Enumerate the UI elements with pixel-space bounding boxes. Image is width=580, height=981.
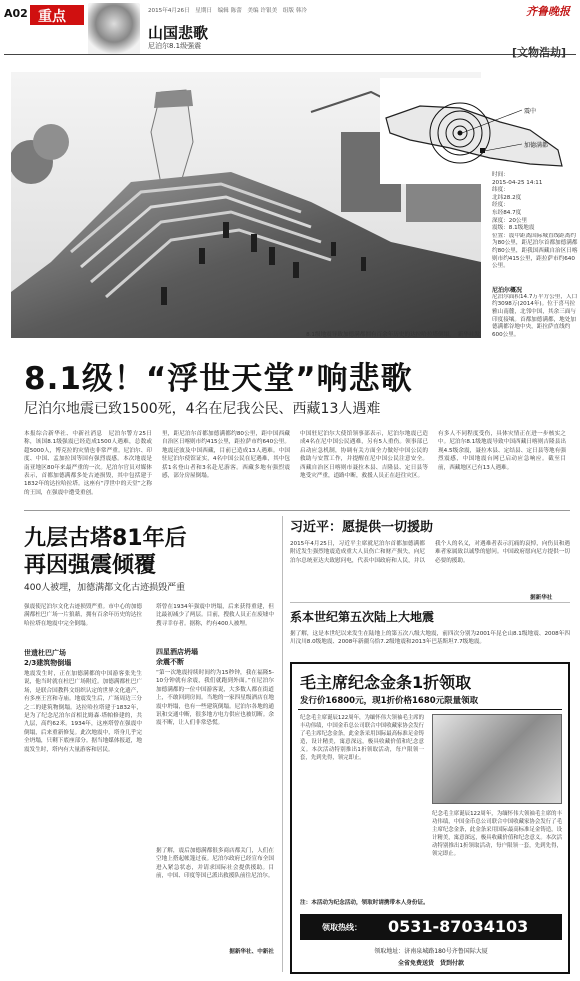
story1-h2: 四星酒店坍塌: [156, 648, 198, 656]
ad-rule: [298, 709, 562, 710]
masthead-logo: 齐鲁晚报: [526, 5, 570, 18]
photo-tag: [文物浩劫]: [511, 46, 566, 59]
nepal-overview-body: 尼泊尔面积14.7万平方公里，人口约3098万(2014年)。位于喜马拉雅山南麓，北邻中国，其余三面与印度接壤。首都加德满都，地处加德满都谷地中央，距拉萨直线约600公里。: [492, 293, 578, 338]
main-subheadline: 尼泊尔地震已致1500死，4名在尼我公民、西藏13人遇难: [24, 401, 381, 417]
info-line-4: 经度：: [492, 202, 509, 209]
map-label-epicenter: 震中: [524, 108, 537, 115]
header-temple-photo: [88, 3, 140, 55]
divider-lead: [24, 510, 570, 511]
info-line-1: 2015-04-25 14:11: [492, 179, 543, 186]
ad-phone-number[interactable]: 0531-87034103: [388, 917, 529, 936]
nepal-overview-title: 尼泊尔概况: [492, 286, 523, 294]
story1-h1: 世遗杜巴广场: [24, 649, 66, 657]
ad-subtitle: 发行价16800元，现1折价格1680元限量领取: [300, 696, 479, 706]
story1-title-line1: 九层古塔81年后: [24, 526, 187, 551]
ad-footer: 全省免费送货 货到付款: [397, 960, 464, 967]
gold-bar-ad: [290, 662, 570, 974]
story2-title: 习近平：愿提供一切援助: [290, 520, 434, 535]
story3-body: 据了解，这是本世纪以来发生在陆地上的第五次八级大地震，前四次分别为2001年昆仑山8.1级地震、2008年四川汶川8.0级地震、2008年新疆乌恰7.2级地震和2013年巴基斯坦7.7级地震。: [290, 631, 570, 646]
lead-col-1: 本报综合新华社、中新社消息 尼泊尔警方25日称，该国8.1级强震已经造成1500人遇难，总数或超5000人，博克拉的灾情也非常严重。尼泊尔、印度、中国、孟加拉国等国有强烈震感。本次地震是南亚地区80年来最严重的一次。尼泊尔官员对媒体表示，首都加德满都多处古迹损毁，其中包括建于1832年的达拉哈拉塔。这座有“浮世中的天堂”之称的王国，在强震中遭受重创。: [24, 431, 152, 496]
story1-h1b: 2/3建筑物倒塌: [24, 659, 72, 667]
story1-h2b: 余震不断: [156, 658, 184, 666]
story2-byline: 据新华社: [530, 595, 553, 601]
ad-phone-label: 领取热线：: [322, 923, 362, 932]
ad-body-right: 纪念毛主席诞辰122周年，为缅怀伟大领袖毛主席的丰功伟绩，中国金币总公司联合中国收藏家协会发行了毛主席纪念金条，此金条采用国际最高标准足金铸造，设计精美，寓意深远，极具收藏价值和纪念意义。本次活动特别推出1折领取活动，每户限领一套，先到先得，领完即止。: [432, 811, 562, 857]
ad-note: 注：本活动为纪念活动，领取时请携带本人身份证。: [300, 900, 429, 906]
info-line-8: 位置：震中距离国际城直线距离约为80公里，距尼泊尔首都加德满都约80公里，距我国西藏自治区日喀则市约415公里，距拉萨市约640公里。: [492, 232, 578, 270]
gold-bar-image: [432, 714, 562, 804]
lead-col-3: 中国驻尼泊尔大使馆领事部表示，尼泊尔地震已造成4名在尼中国公民遇难，另有5人重伤。领事部已启动应急机制，协调有关方面全力做好中国公民的救助与安置工作，并提醒在尼中国公民注意安全。西藏自治区日喀则市聂拉木县、吉隆县、定日县等地受灾严重，道路中断，救援人员正在赶往灾区。: [300, 431, 428, 480]
main-headline: 8.1级！“浮世天堂”响悲歌: [24, 361, 413, 397]
header-meta: 2015年4月26日 星期日 编辑 陈蕾 美编 许银美 组版 韩冷: [148, 8, 307, 14]
ad-body-left: 纪念毛主席诞辰122周年，为缅怀伟大领袖毛主席的丰功伟绩，中国金币总公司联合中国收藏家协会发行了毛主席纪念金条，此金条采用国际最高标准足金铸造，设计精美，寓意深远，极具收藏价值和纪念意义。本次活动特别推出1折领取活动，每户限领一套，先到先得，领完即止。: [300, 715, 424, 761]
story1-col-a: [24, 603, 142, 956]
header-rule: [4, 54, 576, 55]
story3-title: 系本世纪第五次陆上大地震: [290, 610, 435, 624]
story1-p5: 据了解，震后加德满都很多商店都关门，人们在空地上搭起帐篷过夜。尼泊尔政府已经宣布全国进入紧急状态，并请求国际社会提供援助。目前，中国、印度等国已派出救援队前往尼泊尔。: [156, 848, 274, 880]
map-label-capital: 加德满都: [524, 142, 549, 149]
photo-caption: 8.1级地震导致加德满都拥有百余年历史的达拉哈拉塔倒塌。 新华社发: [306, 332, 480, 338]
story1-p3: 塔曾在1934年强震中坍塌，后来获得重建，但比最初减少了两层。目前，搜救人员正在废墟中搜寻幸存者。据称，约有400人被埋。: [156, 604, 274, 627]
topic-subtitle: 尼泊尔8.1级强震: [148, 42, 202, 50]
section-label: 重点: [38, 9, 66, 25]
lead-col-2: 里，距尼泊尔首都加德满都约80公里，距中国西藏自治区日喀则市约415公里，距拉萨市约640公里。地震还波及中国西藏，目前已造成13人遇难。中国驻尼泊尔使馆证实，4名中国公民在尼遇难，其中包括1名登山者和3名赴尼游客。西藏多地有强烈震感，部分房屋倒塌。: [162, 431, 290, 480]
info-line-3: 北纬28.2度: [492, 194, 522, 201]
story1-p4: “第一次地震持续时间约为15秒钟，我在福隆5-10分钟就有余震，我们就跑到外面。”在尼泊尔加德满都的一位中国游客说，大多数人都在街道上，不敢回到房间。当地的一家四星级酒店在地震中坍塌，也有一些建筑倒塌。尼泊尔各地的通讯和交通中断，很多地方电力供应也被切断。余震不断，让人们非常恐慌。: [156, 670, 274, 727]
story1-byline: 据新华社、中新社: [229, 949, 274, 955]
info-line-5: 东经84.7度: [492, 209, 522, 216]
ad-address: 领取地址：济南泉城路180号齐鲁国际大厦: [374, 948, 488, 955]
story2-body: 2015年4月25日，习近平主席就尼泊尔首都加德满都附近发生强烈地震造成重大人员伤亡和财产损失，向尼泊尔总统亚达夫致慰问电，代表中国政府和人民，并以我个人的名义，对遇难者表示沉痛的哀悼，向伤员和遇难者家属致以诚挚的慰问。中国政府愿向尼方提供一切必要的援助。: [290, 541, 570, 564]
divider-story2: [290, 602, 570, 603]
page-header: [0, 0, 580, 56]
info-line-6: 深度：20公里: [492, 217, 528, 224]
quake-info: [492, 172, 578, 340]
story1-p2: 地震发生时，正在加德满都的中国游客张先生说，他当时就在杜巴广场附近。加德满都杜巴广场，是联合国教科文组织认定的世界文化遗产，有多座王宫和寺庙。地震发生后，广场周边三分之二的建筑物倒塌。达拉哈拉塔建于1832年，是为了纪念尼泊尔首相比姆森·塔帕修建的，共九层，高约62米。1934年，这座塔曾在强震中倒塌，后来重新修复。此次地震中，塔身几乎完全坍塌，只剩下底座部分。据当地媒体报道，地震发生时，塔内有大量游客和居民。: [24, 671, 142, 753]
lead-col-4: 有多人不同程度受伤，具体灾情正在进一步核实之中。尼泊尔8.1级地震导致中国西藏日喀则吉隆县出现4.5级余震，聂拉木县、定结县、定日县等地有强烈震感，中国地震台网已启动应急响应。截至目前，西藏地区已有13人遇难。: [438, 431, 566, 471]
page-number: A02: [4, 7, 28, 20]
topic-title: 山国悲歌: [148, 24, 209, 42]
ad-title: 毛主席纪念金条1折领取: [300, 673, 472, 692]
column-divider: [282, 516, 283, 972]
story1-p1: 强震使尼泊尔文化古迹损毁严重。市中心的加德满都杜巴广场一片狼藉，拥有百余年历史的达拉哈拉塔在地震中完全倒塌。: [24, 604, 142, 627]
story1-col-b: [156, 603, 274, 955]
story1-subtitle: 400人被埋，加德满都文化古迹损毁严重: [24, 583, 186, 593]
story1-title-line2: 再因强震倾覆: [24, 553, 157, 578]
nepal-map: [380, 78, 570, 184]
info-line-7: 震级：8.1级地震: [492, 225, 535, 232]
info-line-2: 纬度：: [492, 187, 509, 194]
info-line-0: 时间：: [492, 172, 509, 178]
